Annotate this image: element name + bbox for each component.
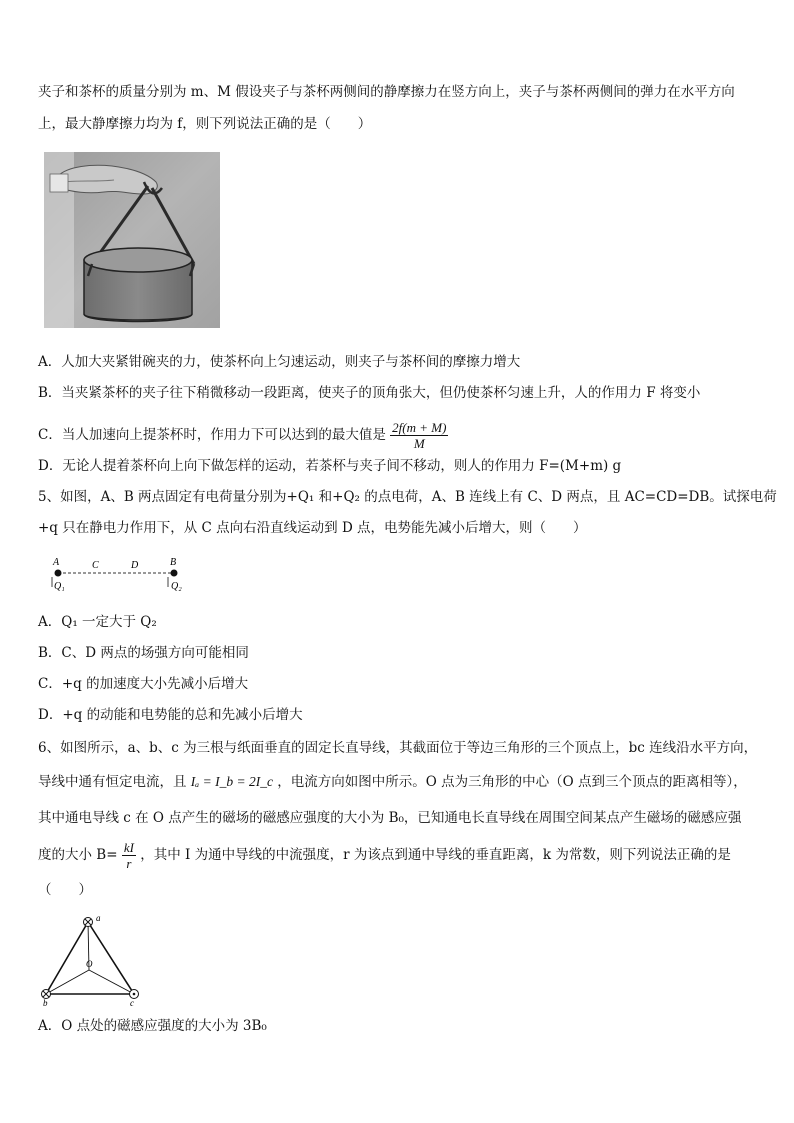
- q5-option-c: C．+q 的加速度大小先减小后增大: [38, 676, 249, 692]
- q5-stem-line-1: 5、如图，A、B 两点固定有电荷量分别为+Q₁ 和+Q₂ 的点电荷，A、B 连线上有 C、D 两点，且 AC=CD=DB。试探电荷: [38, 489, 777, 505]
- q6-stem-line-2-end: ，电流方向如图中所示。O 点为三角形的中心（O 点到三个顶点的距离相等），: [277, 774, 747, 790]
- tea-cup-tongs-photo: [44, 152, 220, 328]
- charge-q2-label: Q₂: [171, 581, 182, 592]
- q4-stem-line-2: 上，最大静摩擦力均为 f，则下列说法正确的是（ ）: [38, 116, 372, 132]
- q4-option-d: D．无论人提着茶杯向上向下做怎样的运动，若茶杯与夹子间不移动，则人的作用力 F=(M+m) g: [38, 458, 622, 474]
- q6-stem-line-4-end: ，其中 I 为通中导线的中流强度，r 为该点到通中导线的垂直距离，k 为常数，则下列说法正确的是: [140, 847, 731, 863]
- q6-triangle-diagram: [36, 912, 146, 1008]
- q6-stem-line-3: 其中通电导线 c 在 O 点产生的磁场的磁感应强度的大小为 B₀，已知通电长直导线在周围空间某点产生磁场的磁感应强: [38, 810, 742, 826]
- q5-option-a: A．Q₁ 一定大于 Q₂: [38, 614, 157, 630]
- fraction-denominator: r: [126, 856, 132, 871]
- q5-option-b: B．C、D 两点的场强方向可能相同: [38, 645, 249, 661]
- q6-stem-line-4-start: 度的大小 B=: [38, 847, 118, 863]
- q6-stem-line-5: （ ）: [38, 882, 92, 898]
- point-b-label: B: [170, 557, 177, 568]
- point-a-label: A: [53, 557, 60, 568]
- q4-stem-line-1: 夹子和茶杯的质量分别为 m、M 假设夹子与茶杯两侧间的静摩擦力在竖方向上，夹子与茶杯两侧间的弹力在水平方向: [38, 84, 735, 100]
- q4-option-b: B．当夹紧茶杯的夹子往下稍微移动一段距离，使夹子的顶角张大，但仍使茶杯匀速上升，人的作用力 F 将变小: [38, 385, 701, 401]
- fraction-denominator: M: [413, 436, 425, 451]
- q4-option-c-fraction: [390, 420, 448, 451]
- point-c-label: C: [92, 560, 99, 571]
- fraction-numerator: kI: [123, 840, 134, 855]
- wire-b-label: b: [43, 998, 48, 1008]
- q4-option-c: [38, 420, 448, 451]
- q6-option-a: A．O 点处的磁感应强度的大小为 3B₀: [38, 1018, 267, 1034]
- point-d-label: D: [131, 560, 139, 571]
- q4-option-a: A．人加大夹紧钳碗夹的力，使茶杯向上匀速运动，则夹子与茶杯间的摩擦力增大: [38, 354, 521, 370]
- wire-c-label: c: [130, 998, 134, 1008]
- fraction-numerator: 2f(m + M): [392, 420, 447, 435]
- q6-stem-line-1: 6、如图所示，a、b、c 为三根与纸面垂直的固定长直导线，其截面位于等边三角形的三个顶点上，bc 连线沿水平方向，: [38, 740, 758, 756]
- q6-field-fraction: [122, 840, 136, 871]
- q6-stem-line-2: [38, 772, 747, 792]
- q6-stem-line-4: [38, 838, 731, 872]
- q6-current-equation: Iₐ = I_b = 2I_c: [190, 774, 273, 789]
- q5-option-d: D．+q 的动能和电势能的总和先减小后增大: [38, 707, 303, 723]
- wire-a-label: a: [96, 913, 101, 923]
- q6-stem-line-2-start: 导线中通有恒定电流，且: [38, 774, 187, 790]
- q5-charge-line-diagram: [44, 553, 204, 595]
- center-o-label: O: [86, 959, 93, 969]
- q4-option-c-text: C．当人加速向上提茶杯时，作用力下可以达到的最大值是: [38, 427, 386, 443]
- q5-stem-line-2: +q 只在静电力作用下，从 C 点向右沿直线运动到 D 点，电势能先减小后增大，则（ ）: [38, 520, 587, 536]
- charge-q1-label: Q₁: [54, 581, 65, 592]
